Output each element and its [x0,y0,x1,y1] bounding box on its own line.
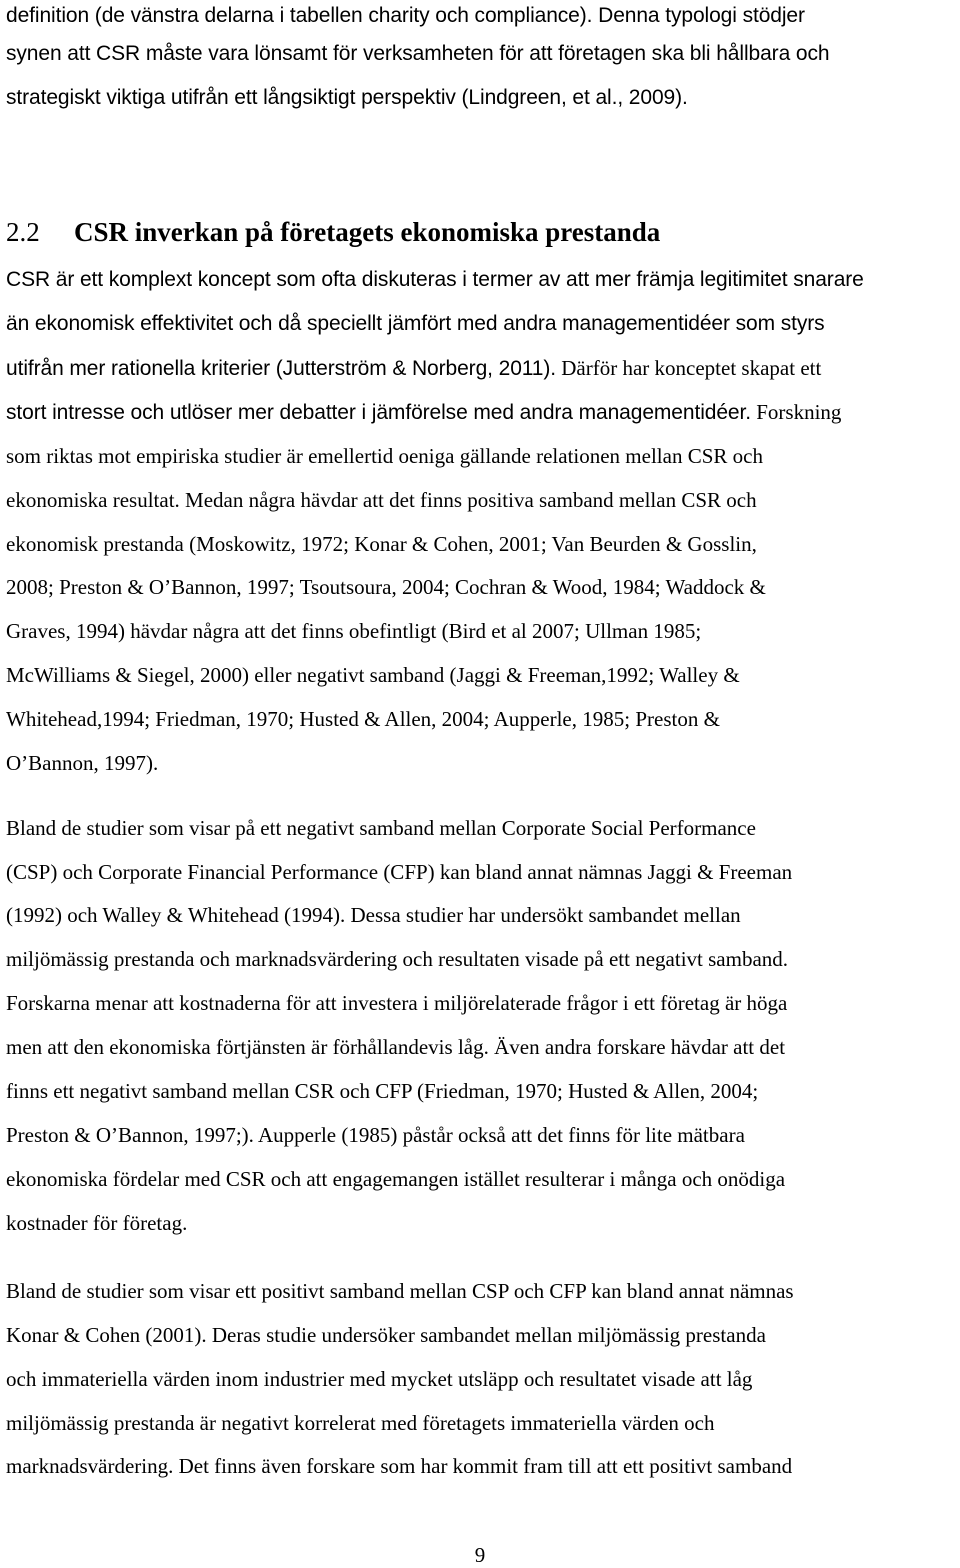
paragraph-line: men att den ekonomiska förtjänsten är förhållandevis låg. Även andra forskare hävdar att det [6,1035,786,1059]
paragraph-line [6,487,757,513]
paragraph-line: Bland de studier som visar ett positivt samband mellan CSP och CFP kan bland annat nämnas [6,1279,794,1303]
intro-line: synen att CSR måste vara lönsamt för verksamheten för att företagen ska bli hållbara och [6,42,830,65]
line-segment: utifrån mer rationella kriterier (Jutterström & Norberg, 2011). [6,357,557,380]
paragraph-line: som riktas mot empiriska studier är emellertid oeniga gällande relationen mellan CSR och [6,444,763,468]
paragraph-line: Whitehead,1994; Friedman, 1970; Husted & Allen, 2004; Aupperle, 1985; Preston & [6,707,720,731]
paragraph-line: ekonomisk prestanda (Moskowitz, 1972; Konar & Cohen, 2001; Van Beurden & Gosslin, [6,532,757,556]
line-segment: Därför har konceptet skapat ett [556,356,822,380]
paragraph-line: Graves, 1994) hävdar några att det finns obefintligt (Bird et al 2007; Ullman 1985; [6,619,702,643]
paragraph-line: Preston & O’Bannon, 1997;). Aupperle (1985) påstår också att det finns för lite mätbara [6,1123,745,1147]
intro-line: definition (de vänstra delarna i tabellen charity och compliance). Denna typologi stödjer [6,4,805,27]
paragraph-line: marknadsvärdering. Det finns även forskare som har kommit fram till att ett positivt samband [6,1454,793,1478]
paragraph-line: McWilliams & Siegel, 2000) eller negativt samband (Jaggi & Freeman,1992; Walley & [6,663,740,687]
line-segment: Medan några hävdar att det finns positiva samband mellan CSR och [179,488,757,512]
paragraph-line: (CSP) och Corporate Financial Performance (CFP) kan bland annat nämnas Jaggi & Freeman [6,860,793,884]
line-segment: Forskning [750,400,842,424]
paragraph-line: Konar & Cohen (2001). Deras studie undersöker sambandet mellan miljömässig prestanda [6,1323,766,1347]
paragraph-line: än ekonomisk effektivitet och då speciellt jämfört med andra managementidéer som styrs [6,312,825,335]
paragraph-line: kostnader för företag. [6,1211,188,1235]
page-number: 9 [474,1543,486,1567]
paragraph-line: (1992) och Walley & Whitehead (1994). Dessa studier har undersökt sambandet mellan [6,903,741,927]
intro-line: strategiskt viktiga utifrån ett långsiktigt perspektiv (Lindgreen, et al., 2009). [6,86,688,109]
paragraph-line: O’Bannon, 1997). [6,751,159,775]
paragraph-line: ekonomiska fördelar med CSR och att engagemangen istället resulterar i många och onödiga [6,1167,786,1191]
section-number: 2.2 [6,217,40,247]
paragraph-line: Bland de studier som visar på ett negativt samband mellan Corporate Social Performance [6,816,756,840]
paragraph-line: Forskarna menar att kostnaderna för att investera i miljörelaterade frågor i ett företag är höga [6,991,788,1015]
paragraph-line: och immateriella värden inom industrier med mycket utsläpp och resultatet visade att låg [6,1367,753,1391]
paragraph-line: finns ett negativt samband mellan CSR och CFP (Friedman, 1970; Husted & Allen, 2004; [6,1079,759,1103]
paragraph-line [6,399,841,425]
section-title: CSR inverkan på företagets ekonomiska prestanda [74,217,661,247]
paragraph-line: miljömässig prestanda är negativt korrelerat med företagets immateriella värden och [6,1411,715,1435]
paragraph-line: miljömässig prestanda och marknadsvärdering och resultaten visade på ett negativt samband. [6,947,789,971]
line-segment: ekonomiska resultat. [6,488,180,512]
paragraph-line [6,355,821,381]
paragraph-line: CSR är ett komplext koncept som ofta diskuteras i termer av att mer främja legitimitet snarare [6,268,864,291]
paragraph-line: 2008; Preston & O’Bannon, 1997; Tsoutsoura, 2004; Cochran & Wood, 1984; Waddock & [6,575,766,599]
section-heading [6,216,660,248]
line-segment: stort intresse och utlöser mer debatter i jämförelse med andra managementidéer. [6,401,751,424]
